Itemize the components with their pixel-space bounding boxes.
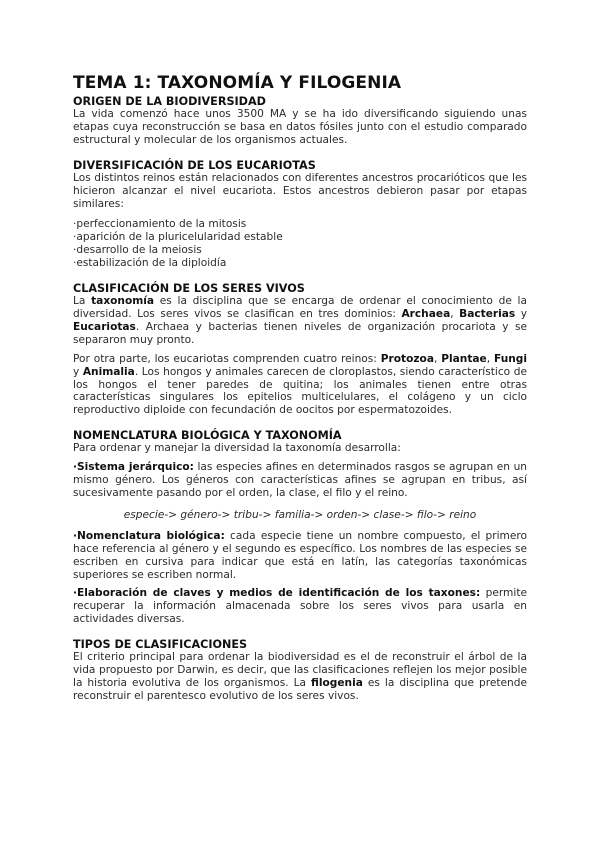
document-title: TEMA 1: TAXONOMÍA Y FILOGENIA [73, 73, 402, 93]
paragraph-sistema-jerarquico: ·Sistema jerárquico: las especies afines en determinados rasgos se agrupan en un mismo género. Los géneros con características afines se agrupan en tribus, así sucesivamente pasando por el orden, la clase, el filo y el reino. [73, 461, 527, 499]
paragraph-dominios: La taxonomía es la disciplina que se encarga de ordenar el conocimiento de la diversidad. Los seres vivos se clasifican en tres dominios: Archaea, Bacterias y Eucariotas. Archaea y bacterias tienen niveles de organización procariota y se separaron muy pronto. [73, 295, 527, 346]
paragraph: Para ordenar y manejar la diversidad la taxonomía desarrolla: [73, 442, 401, 455]
section-nomenclatura [73, 429, 527, 626]
paragraph-reinos: Por otra parte, los eucariotas comprenden cuatro reinos: Protozoa, Plantae, Fungi y Animalia. Los hongos y animales carecen de cloroplastos, siendo característico de los hongos el tener paredes de quitina; los animales tienen entre otras características singulares los epitelios multicelulares, el colágeno y un ciclo reproductivo diploide con fecundación de oocitos por espermatozoides. [73, 352, 527, 417]
section-heading: NOMENCLATURA BIOLÓGICA Y TAXONOMÍA [73, 429, 342, 443]
bullet-list [73, 218, 527, 270]
section-diversificacion [73, 159, 527, 270]
paragraph: La vida comenzó hace unos 3500 MA y se ha ido diversificando siguiendo unas etapas cuya reconstrucción se basa en datos fósiles junto con el estudio comparado estructural y molecular de los organismos actuales. [73, 108, 527, 146]
paragraph: El criterio principal para ordenar la biodiversidad es el de reconstruir el árbol de la vida propuesto por Darwin, es decir, que las clasificaciones reflejen los mejor posible la historia evolutiva de los organismos. La filogenia es la disciplina que pretende reconstruir el parentesco evolutivo de los seres vivos. [73, 651, 528, 702]
section-heading: ORIGEN DE LA BIODIVERSIDAD [73, 95, 266, 108]
section-heading: DIVERSIFICACIÓN DE LOS EUCARIOTAS [73, 158, 316, 172]
section-heading: TIPOS DE CLASIFICACIONES [73, 638, 248, 652]
paragraph-nomenclatura: ·Nomenclatura biológica: cada especie tiene un nombre compuesto, el primero hace referencia al género y el segundo es específico. Los nombres de las especies se escriben en cursiva para indicar que está en latín, las categorías taxonómicas superiores se escriben normal. [73, 529, 527, 581]
paragraph: Los distintos reinos están relacionados con diferentes ancestros procarióticos que les hicieron alcanzar el nivel eucariota. Estos ancestros debieron pasar por etapas similares: [73, 171, 527, 210]
list-item: ·aparición de la pluricelularidad estable [73, 231, 283, 244]
section-clasificacion [73, 282, 527, 417]
section-origen [73, 95, 527, 147]
list-item: ·desarrollo de la meiosis [73, 244, 202, 257]
taxonomic-chain: especie-> género-> tribu-> familia-> orden-> clase-> filo-> reino [123, 508, 477, 521]
section-tipos [73, 638, 527, 703]
list-item: ·perfeccionamiento de la mitosis [73, 218, 247, 231]
paragraph-claves: ·Elaboración de claves y medios de identificación de los taxones: permite recuperar la información almacenada sobre los seres vivos para usarla en actividades diversas. [73, 587, 527, 626]
section-heading: CLASIFICACIÓN DE LOS SERES VIVOS [73, 282, 305, 296]
list-item: ·estabilización de la diploidía [73, 257, 227, 270]
